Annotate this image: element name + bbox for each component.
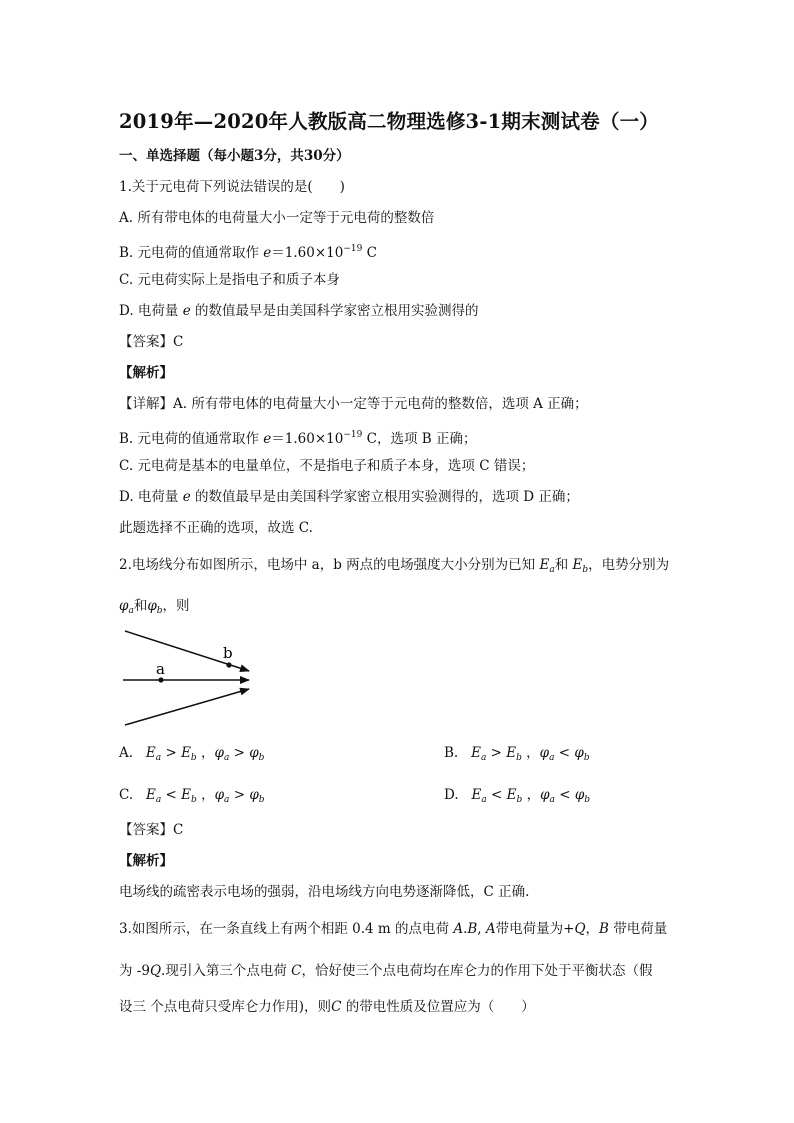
question-2-option-b: B. $E_a > E_b$ ，$\varphi_a < \varphi_b$ bbox=[444, 745, 590, 763]
question-1-detail-a: 【详解】A. 所有带电体的电荷量大小一定等于元电荷的整数倍，选项 A 正确； bbox=[119, 396, 588, 412]
point-b-marker bbox=[226, 662, 231, 667]
question-1-stem: 1.关于元电荷下列说法错误的是( ) bbox=[119, 179, 345, 195]
question-1-option-b: B. 元电荷的值通常取作 $e=1.60\times 10^{-19}$ C bbox=[119, 244, 377, 261]
question-2-analysis-heading: 【解析】 bbox=[119, 853, 173, 869]
point-a-marker bbox=[158, 677, 163, 682]
question-2-stem: 2.电场线分布如图所示，电场中 a，b 两点的电场强度大小分别为已知 $E_a$和 $E_b$，电势分别为 bbox=[119, 557, 670, 575]
question-3-line-1: 3.如图所示，在一条直线上有两个相距 0.4 m 的点电荷 A.B, A带电荷量为+Q，B 带电荷量 bbox=[119, 921, 668, 937]
question-1-detail-b: B. 元电荷的值通常取作 $e=1.60\times 10^{-19}$ C，选项 B 正确； bbox=[119, 430, 477, 447]
page-title: 2019年—2020年人教版高二物理选修3-1期末测试卷（一） bbox=[119, 110, 659, 133]
question-1-answer: 【答案】C bbox=[119, 334, 184, 350]
section-heading: 一、单选择题（每小题3分，共30分） bbox=[119, 148, 350, 164]
question-2-option-c: C. $E_a < E_b$ ，$\varphi_a > \varphi_b$ bbox=[119, 787, 265, 805]
question-2-answer: 【答案】C bbox=[119, 822, 184, 838]
question-2-option-a: A. $E_a > E_b$ ，$\varphi_a > \varphi_b$ bbox=[119, 745, 265, 763]
question-1-analysis-heading: 【解析】 bbox=[119, 365, 173, 381]
point-a-label: a bbox=[156, 660, 165, 678]
question-2-explanation: 电场线的疏密表示电场的强弱，沿电场线方向电势逐渐降低，C 正确. bbox=[119, 884, 530, 900]
electric-field-lines-figure bbox=[119, 625, 259, 730]
question-1-detail-d: D. 电荷量 e 的数值最早是由美国科学家密立根用实验测得的，选项 D 正确； bbox=[119, 489, 579, 505]
question-3-line-2: 为 -9Q.现引入第三个点电荷 C，恰好使三个点电荷均在库仑力的作用下处于平衡状态（假 bbox=[119, 963, 653, 979]
point-b-label: b bbox=[223, 644, 233, 662]
question-1-detail-c: C. 元电荷是基本的电量单位，不是指电子和质子本身，选项 C 错误； bbox=[119, 458, 535, 474]
question-2-stem-continued: $\varphi_a$和$\varphi_b$，则 bbox=[119, 598, 190, 616]
field-line-bottom bbox=[125, 689, 249, 725]
question-3-line-3: 设三 个点电荷只受库仑力作用)，则C 的带电性质及位置应为（ ） bbox=[119, 999, 535, 1015]
question-1-option-a: A. 所有带电体的电荷量大小一定等于元电荷的整数倍 bbox=[119, 210, 435, 226]
question-1-option-c: C. 元电荷实际上是指电子和质子本身 bbox=[119, 272, 340, 288]
question-1-option-d: D. 电荷量 e 的数值最早是由美国科学家密立根用实验测得的 bbox=[119, 303, 479, 319]
question-1-conclusion: 此题选择不正确的选项，故选 C. bbox=[119, 520, 313, 536]
question-2-option-d: D. $E_a < E_b$ ，$\varphi_a < \varphi_b$ bbox=[444, 787, 591, 805]
